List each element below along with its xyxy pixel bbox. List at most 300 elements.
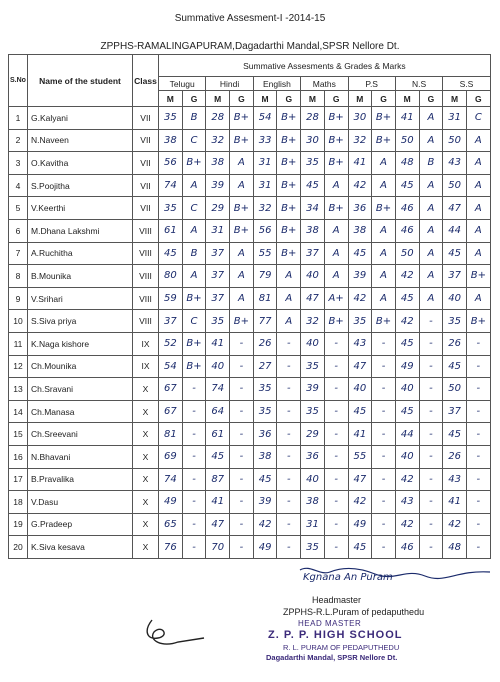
class-cell: VIII: [133, 242, 159, 265]
grade-cell: -: [230, 378, 254, 401]
grade-cell: -: [277, 332, 301, 355]
grade-cell: -: [182, 468, 206, 491]
class-cell: X: [133, 423, 159, 446]
grade-cell: -: [419, 536, 443, 559]
grade-cell: -: [419, 355, 443, 378]
grade-cell: A: [182, 174, 206, 197]
marks-cell: 35: [253, 378, 277, 401]
class-cell: VIII: [133, 310, 159, 333]
serial-number-cell: 14: [9, 400, 28, 423]
marks-cell: 40: [395, 445, 419, 468]
marks-cell: 74: [206, 378, 230, 401]
serial-number-cell: 4: [9, 174, 28, 197]
grade-cell: B: [182, 107, 206, 130]
grade-cell: A: [419, 197, 443, 220]
grade-cell: -: [419, 491, 443, 514]
marks-cell: 61: [206, 423, 230, 446]
table-row: [9, 332, 491, 355]
class-cell: VII: [133, 152, 159, 175]
student-name-cell: G.Pradeep: [28, 513, 133, 536]
grade-column-header: G: [182, 91, 206, 107]
table-row: [9, 287, 491, 310]
marks-column-header: M: [206, 91, 230, 107]
class-cell: VIII: [133, 265, 159, 288]
marks-cell: 38: [348, 219, 372, 242]
marks-cell: 56: [159, 152, 183, 175]
marks-cell: 38: [301, 491, 325, 514]
grade-cell: B+: [324, 310, 348, 333]
marks-cell: 35: [443, 310, 467, 333]
grade-cell: -: [230, 355, 254, 378]
marks-cell: 80: [159, 265, 183, 288]
grade-cell: B+: [277, 152, 301, 175]
grade-cell: B+: [372, 310, 396, 333]
grade-cell: -: [277, 445, 301, 468]
marks-cell: 37: [206, 287, 230, 310]
grade-cell: -: [466, 355, 490, 378]
marks-cell: 35: [206, 310, 230, 333]
marks-cell: 74: [159, 174, 183, 197]
grade-cell: B+: [277, 107, 301, 130]
marks-cell: 37: [301, 242, 325, 265]
class-cell: X: [133, 513, 159, 536]
grade-cell: -: [466, 378, 490, 401]
school-line: ZPPHS-RAMALINGAPURAM,Dagadarthi Mandal,SPSR Nellore Dt.: [100, 41, 400, 52]
grade-cell: -: [324, 355, 348, 378]
grade-cell: -: [372, 400, 396, 423]
marks-cell: 37: [443, 400, 467, 423]
table-row: [9, 378, 491, 401]
grade-cell: B+: [466, 265, 490, 288]
marks-cell: 29: [206, 197, 230, 220]
grade-cell: -: [277, 378, 301, 401]
student-name-cell: O.Kavitha: [28, 152, 133, 175]
grade-cell: -: [182, 423, 206, 446]
marks-cell: 50: [395, 129, 419, 152]
grade-cell: -: [372, 491, 396, 514]
table-row: [9, 242, 491, 265]
table-row: [9, 219, 491, 242]
marks-cell: 38: [159, 129, 183, 152]
stamp-address: R. L. PURAM OF PEDAPUTHEDU: [283, 643, 400, 652]
marks-cell: 31: [253, 174, 277, 197]
marks-table: [8, 54, 491, 559]
serial-number-cell: 12: [9, 355, 28, 378]
marks-cell: 49: [159, 491, 183, 514]
grade-cell: -: [324, 332, 348, 355]
marks-cell: 65: [159, 513, 183, 536]
marks-cell: 26: [443, 332, 467, 355]
grade-cell: -: [466, 423, 490, 446]
grade-cell: B: [419, 152, 443, 175]
grade-cell: C: [182, 197, 206, 220]
marks-cell: 35: [159, 107, 183, 130]
marks-cell: 49: [253, 536, 277, 559]
stamp-head-master: HEAD MASTER: [298, 619, 362, 628]
class-header: Class: [133, 55, 159, 107]
grade-cell: A: [277, 310, 301, 333]
marks-cell: 35: [301, 536, 325, 559]
grade-cell: A: [277, 287, 301, 310]
class-cell: VIII: [133, 219, 159, 242]
subject-header: Telugu: [159, 77, 206, 91]
marks-cell: 30: [301, 129, 325, 152]
marks-cell: 50: [443, 378, 467, 401]
student-name-cell: B.Pravalika: [28, 468, 133, 491]
student-name-cell: S.Poojitha: [28, 174, 133, 197]
grade-cell: -: [466, 536, 490, 559]
marks-cell: 47: [206, 513, 230, 536]
table-row: [9, 513, 491, 536]
grade-cell: C: [182, 310, 206, 333]
marks-column-header: M: [253, 91, 277, 107]
table-row: [9, 265, 491, 288]
marks-cell: 55: [253, 242, 277, 265]
marks-cell: 76: [159, 536, 183, 559]
marks-cell: 47: [443, 197, 467, 220]
grade-cell: -: [277, 536, 301, 559]
class-cell: VIII: [133, 287, 159, 310]
grade-cell: -: [182, 491, 206, 514]
marks-cell: 49: [395, 355, 419, 378]
grade-cell: A: [419, 174, 443, 197]
grade-column-header: G: [277, 91, 301, 107]
marks-cell: 45: [395, 287, 419, 310]
table-row: [9, 491, 491, 514]
serial-number-cell: 9: [9, 287, 28, 310]
marks-cell: 31: [443, 107, 467, 130]
marks-cell: 81: [159, 423, 183, 446]
serial-number-cell: 15: [9, 423, 28, 446]
marks-cell: 56: [253, 219, 277, 242]
grade-cell: B+: [230, 310, 254, 333]
serial-number-cell: 1: [9, 107, 28, 130]
grade-cell: -: [324, 513, 348, 536]
grade-column-header: G: [419, 91, 443, 107]
marks-cell: 55: [348, 445, 372, 468]
grade-cell: -: [324, 491, 348, 514]
marks-cell: 40: [301, 468, 325, 491]
marks-cell: 41: [395, 107, 419, 130]
grade-cell: -: [277, 400, 301, 423]
grade-cell: -: [372, 536, 396, 559]
class-cell: IX: [133, 332, 159, 355]
marks-column-header: M: [159, 91, 183, 107]
table-row: [9, 107, 491, 130]
marks-column-header: M: [395, 91, 419, 107]
table-row: [9, 536, 491, 559]
table-row: [9, 152, 491, 175]
marks-cell: 42: [395, 265, 419, 288]
grade-cell: -: [230, 468, 254, 491]
marks-cell: 27: [253, 355, 277, 378]
grade-cell: A: [324, 174, 348, 197]
grade-cell: A: [419, 287, 443, 310]
marks-cell: 38: [301, 219, 325, 242]
headmaster-school: ZPPHS-R.L.Puram of pedaputhedu: [283, 607, 425, 617]
grade-cell: A: [466, 129, 490, 152]
student-name-cell: Ch.Sravani: [28, 378, 133, 401]
marks-cell: 74: [159, 468, 183, 491]
grade-cell: B+: [324, 152, 348, 175]
serial-number-cell: 6: [9, 219, 28, 242]
class-cell: VII: [133, 107, 159, 130]
grade-cell: -: [182, 378, 206, 401]
marks-cell: 42: [443, 513, 467, 536]
marks-cell: 41: [443, 491, 467, 514]
grade-cell: -: [419, 468, 443, 491]
grade-cell: A: [372, 152, 396, 175]
student-name-cell: B.Mounika: [28, 265, 133, 288]
grade-cell: A: [466, 219, 490, 242]
grade-cell: -: [372, 468, 396, 491]
grade-cell: -: [182, 445, 206, 468]
marks-cell: 47: [348, 355, 372, 378]
student-name-cell: M.Dhana Lakshmi: [28, 219, 133, 242]
marks-cell: 67: [159, 400, 183, 423]
grade-column-header: G: [372, 91, 396, 107]
marks-cell: 39: [253, 491, 277, 514]
grade-cell: -: [466, 332, 490, 355]
marks-cell: 45: [348, 400, 372, 423]
grade-cell: A: [466, 152, 490, 175]
grade-cell: B+: [324, 197, 348, 220]
marks-cell: 45: [395, 400, 419, 423]
subject-header: Maths: [301, 77, 348, 91]
grade-cell: B+: [182, 332, 206, 355]
grade-cell: -: [466, 400, 490, 423]
grade-column-header: G: [466, 91, 490, 107]
serial-number-cell: 13: [9, 378, 28, 401]
grade-cell: B+: [372, 107, 396, 130]
grade-cell: B: [182, 242, 206, 265]
grade-cell: B+: [230, 129, 254, 152]
grade-cell: B+: [372, 129, 396, 152]
grade-cell: B+: [182, 287, 206, 310]
grade-cell: -: [372, 355, 396, 378]
marks-cell: 37: [206, 242, 230, 265]
marks-cell: 44: [395, 423, 419, 446]
grade-cell: -: [182, 400, 206, 423]
table-row: [9, 174, 491, 197]
marks-cell: 32: [348, 129, 372, 152]
grade-cell: -: [277, 513, 301, 536]
marks-cell: 35: [301, 355, 325, 378]
marks-cell: 42: [348, 174, 372, 197]
marks-cell: 36: [301, 445, 325, 468]
marks-cell: 42: [253, 513, 277, 536]
marks-cell: 47: [348, 468, 372, 491]
marks-cell: 40: [301, 265, 325, 288]
grade-cell: A: [230, 265, 254, 288]
grade-cell: B+: [182, 355, 206, 378]
grade-cell: -: [466, 468, 490, 491]
student-name-cell: Ch.Sreevani: [28, 423, 133, 446]
grade-cell: -: [466, 491, 490, 514]
class-cell: VII: [133, 174, 159, 197]
sno-header: S.No: [9, 55, 28, 107]
class-cell: X: [133, 491, 159, 514]
marks-cell: 43: [395, 491, 419, 514]
marks-cell: 31: [253, 152, 277, 175]
subject-header: P.S: [348, 77, 395, 91]
grade-cell: -: [277, 355, 301, 378]
grade-cell: B+: [277, 174, 301, 197]
grade-cell: A: [372, 174, 396, 197]
marks-cell: 50: [443, 129, 467, 152]
grade-cell: A: [419, 265, 443, 288]
grade-cell: -: [277, 468, 301, 491]
serial-number-cell: 18: [9, 491, 28, 514]
marks-cell: 43: [443, 152, 467, 175]
marks-cell: 46: [395, 219, 419, 242]
grade-cell: B+: [277, 242, 301, 265]
grade-cell: -: [324, 400, 348, 423]
grade-cell: B+: [277, 129, 301, 152]
grade-cell: B+: [277, 219, 301, 242]
marks-cell: 36: [253, 423, 277, 446]
marks-column-header: M: [443, 91, 467, 107]
student-name-cell: Ch.Manasa: [28, 400, 133, 423]
marks-cell: 67: [159, 378, 183, 401]
marks-cell: 33: [253, 129, 277, 152]
grade-cell: -: [230, 400, 254, 423]
headmaster-label: Headmaster: [312, 595, 362, 605]
marks-cell: 87: [206, 468, 230, 491]
grade-cell: -: [372, 378, 396, 401]
grade-cell: A: [230, 242, 254, 265]
headmaster-signature: [295, 562, 495, 586]
marks-cell: 77: [253, 310, 277, 333]
marks-cell: 44: [443, 219, 467, 242]
grade-cell: -: [372, 332, 396, 355]
document-title: Summative Assesment-I -2014-15: [174, 13, 326, 24]
marks-cell: 45: [348, 242, 372, 265]
serial-number-cell: 11: [9, 332, 28, 355]
grade-cell: B+: [230, 107, 254, 130]
grade-cell: A: [419, 107, 443, 130]
marks-cell: 31: [301, 513, 325, 536]
marks-cell: 42: [395, 513, 419, 536]
marks-cell: 81: [253, 287, 277, 310]
grade-cell: -: [230, 332, 254, 355]
grade-cell: -: [324, 378, 348, 401]
grade-cell: -: [182, 536, 206, 559]
class-cell: X: [133, 400, 159, 423]
marks-cell: 48: [395, 152, 419, 175]
grade-cell: B+: [277, 197, 301, 220]
marks-cell: 38: [253, 445, 277, 468]
table-row: [9, 355, 491, 378]
marks-cell: 42: [348, 287, 372, 310]
class-cell: VII: [133, 129, 159, 152]
grade-cell: -: [419, 513, 443, 536]
grade-cell: A: [419, 242, 443, 265]
marks-cell: 45: [253, 468, 277, 491]
grade-cell: A: [182, 265, 206, 288]
grade-cell: A: [466, 242, 490, 265]
marks-cell: 49: [348, 513, 372, 536]
serial-number-cell: 10: [9, 310, 28, 333]
grade-cell: -: [372, 423, 396, 446]
marks-cell: 50: [443, 174, 467, 197]
marks-cell: 50: [395, 242, 419, 265]
serial-number-cell: 2: [9, 129, 28, 152]
table-row: [9, 129, 491, 152]
marks-cell: 54: [159, 355, 183, 378]
subject-header: N.S: [395, 77, 442, 91]
serial-number-cell: 20: [9, 536, 28, 559]
marks-cell: 42: [348, 491, 372, 514]
marks-cell: 35: [253, 400, 277, 423]
table-row: [9, 310, 491, 333]
table-row: [9, 400, 491, 423]
grade-cell: -: [230, 513, 254, 536]
serial-number-cell: 8: [9, 265, 28, 288]
marks-cell: 45: [348, 536, 372, 559]
grade-cell: -: [277, 491, 301, 514]
marks-cell: 37: [443, 265, 467, 288]
serial-number-cell: 16: [9, 445, 28, 468]
marks-cell: 41: [348, 423, 372, 446]
marks-cell: 40: [395, 378, 419, 401]
marks-cell: 42: [395, 468, 419, 491]
grade-cell: A: [372, 242, 396, 265]
grade-cell: A: [466, 197, 490, 220]
marks-cell: 40: [348, 378, 372, 401]
marks-column-header: M: [348, 91, 372, 107]
marks-cell: 41: [206, 491, 230, 514]
grade-cell: A: [419, 129, 443, 152]
marks-cell: 32: [301, 310, 325, 333]
student-name-cell: Ch.Mounika: [28, 355, 133, 378]
marks-cell: 35: [301, 400, 325, 423]
marks-cell: 59: [159, 287, 183, 310]
marks-cell: 46: [395, 197, 419, 220]
student-name-cell: S.Siva priya: [28, 310, 133, 333]
marks-cell: 48: [443, 536, 467, 559]
class-teacher-signature: [142, 612, 212, 652]
grade-cell: -: [419, 378, 443, 401]
grade-cell: A: [182, 219, 206, 242]
grade-cell: -: [230, 491, 254, 514]
serial-number-cell: 5: [9, 197, 28, 220]
subject-header: Hindi: [206, 77, 253, 91]
marks-cell: 45: [301, 174, 325, 197]
grade-cell: -: [466, 445, 490, 468]
grade-cell: -: [277, 423, 301, 446]
grade-cell: -: [230, 423, 254, 446]
marks-cell: 41: [348, 152, 372, 175]
table-row: [9, 423, 491, 446]
marks-column-header: M: [301, 91, 325, 107]
marks-cell: 43: [443, 468, 467, 491]
svg-text:Kgnana An Puram: Kgnana An Puram: [303, 572, 393, 583]
grade-cell: -: [324, 445, 348, 468]
grade-cell: B+: [230, 197, 254, 220]
grade-cell: B+: [324, 129, 348, 152]
marks-cell: 35: [301, 152, 325, 175]
student-name-cell: N.Naveen: [28, 129, 133, 152]
serial-number-cell: 17: [9, 468, 28, 491]
grade-cell: B+: [324, 107, 348, 130]
student-name-cell: V.Dasu: [28, 491, 133, 514]
marks-cell: 32: [206, 129, 230, 152]
grade-cell: A: [230, 152, 254, 175]
marks-cell: 35: [159, 197, 183, 220]
serial-number-cell: 19: [9, 513, 28, 536]
table-row: [9, 468, 491, 491]
